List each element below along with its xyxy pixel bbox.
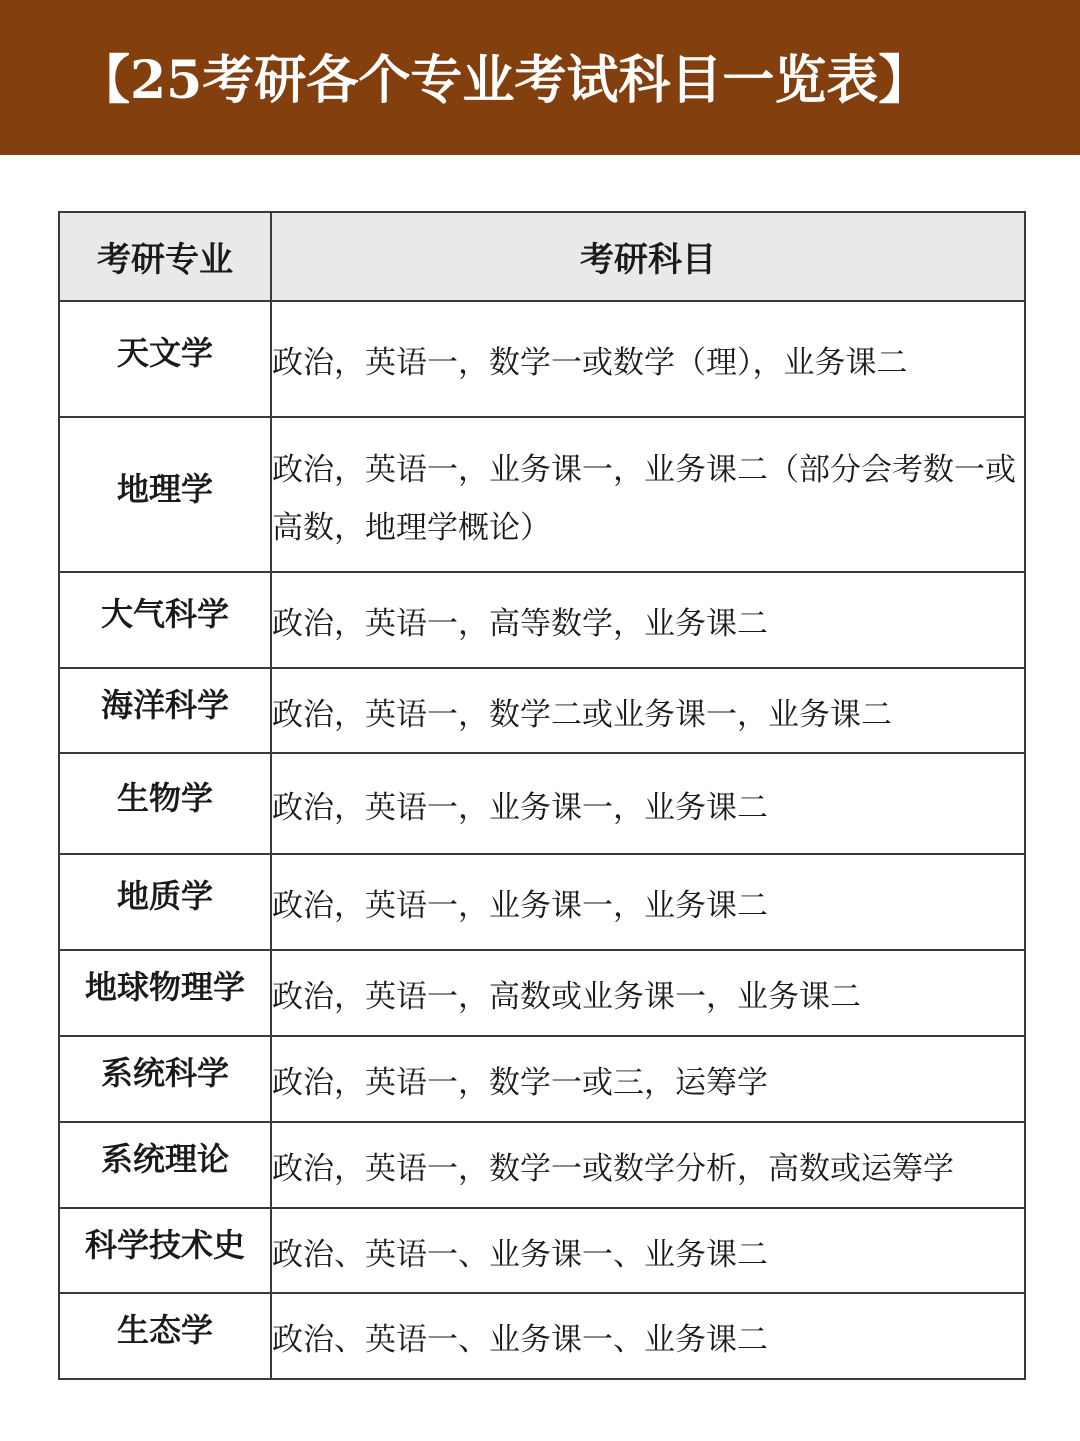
subjects-cell xyxy=(271,1293,1025,1379)
subjects-cell xyxy=(271,301,1025,417)
table-header-row xyxy=(59,212,1025,301)
major-cell xyxy=(59,1122,271,1208)
page-title: 【25考研各个专业考试科目一览表】 xyxy=(78,50,931,111)
table-row xyxy=(59,417,1025,572)
subjects-cell xyxy=(271,417,1025,572)
table-row xyxy=(59,753,1025,854)
subjects-cell xyxy=(271,572,1025,668)
major-cell xyxy=(59,950,271,1036)
major-cell xyxy=(59,1208,271,1293)
major-name: 生物学 xyxy=(116,778,213,817)
subjects-text: 政治，英语一，数学一或数学（理），业务课二 xyxy=(272,345,908,381)
subjects-cell xyxy=(271,950,1025,1036)
major-name: 系统理论 xyxy=(100,1140,229,1178)
major-name: 系统科学 xyxy=(100,1054,229,1092)
table-row xyxy=(59,1293,1025,1379)
subjects-text: 政治，英语一，高数或业务课一，业务课二 xyxy=(272,979,861,1015)
major-name: 地球物理学 xyxy=(84,968,245,1006)
major-name: 天文学 xyxy=(116,334,213,372)
major-name: 生态学 xyxy=(116,1311,213,1349)
exam-subjects-table xyxy=(58,211,1026,1380)
subjects-text: 政治，英语一，数学二或业务课一，业务课二 xyxy=(272,696,892,733)
subjects-text: 政治，英语一，数学一或三，运筹学 xyxy=(272,1065,768,1101)
column-header-major: 考研专业 xyxy=(59,212,271,301)
subjects-text: 政治，英语一，业务课一，业务课二 xyxy=(272,888,768,924)
subjects-text: 政治，英语一，业务课一，业务课二（部分会考数一或高数，地理学概论） xyxy=(272,451,1016,546)
major-cell xyxy=(59,417,271,572)
major-cell xyxy=(59,572,271,668)
subjects-text: 政治，英语一，高等数学，业务课二 xyxy=(272,606,768,642)
table-row xyxy=(59,1122,1025,1208)
table-row xyxy=(59,572,1025,668)
major-name: 地质学 xyxy=(116,877,213,915)
subjects-cell xyxy=(271,668,1025,753)
table-row xyxy=(59,950,1025,1036)
major-name: 海洋科学 xyxy=(100,685,229,724)
subjects-cell xyxy=(271,1208,1025,1293)
subjects-text: 政治，英语一，数学一或数学分析，高数或运筹学 xyxy=(272,1151,954,1187)
subjects-cell xyxy=(271,1122,1025,1208)
table-row xyxy=(59,1036,1025,1122)
subjects-cell xyxy=(271,1036,1025,1122)
major-cell xyxy=(59,854,271,950)
subjects-cell xyxy=(271,854,1025,950)
header-banner xyxy=(0,0,1080,155)
table-row xyxy=(59,668,1025,753)
major-cell xyxy=(59,1036,271,1122)
table-row xyxy=(59,854,1025,950)
major-name: 地理学 xyxy=(116,469,213,508)
major-cell xyxy=(59,668,271,753)
subjects-text: 政治，英语一，业务课一，业务课二 xyxy=(272,789,768,826)
column-header-subjects: 考研科目 xyxy=(271,212,1025,301)
subjects-cell xyxy=(271,753,1025,854)
table-row xyxy=(59,1208,1025,1293)
major-cell xyxy=(59,301,271,417)
subjects-text: 政治、英语一、业务课一、业务课二 xyxy=(272,1236,768,1273)
major-cell xyxy=(59,1293,271,1379)
major-name: 大气科学 xyxy=(100,595,229,633)
table-row xyxy=(59,301,1025,417)
major-name: 科学技术史 xyxy=(84,1225,245,1264)
subjects-text: 政治、英语一、业务课一、业务课二 xyxy=(272,1322,768,1358)
major-cell xyxy=(59,753,271,854)
